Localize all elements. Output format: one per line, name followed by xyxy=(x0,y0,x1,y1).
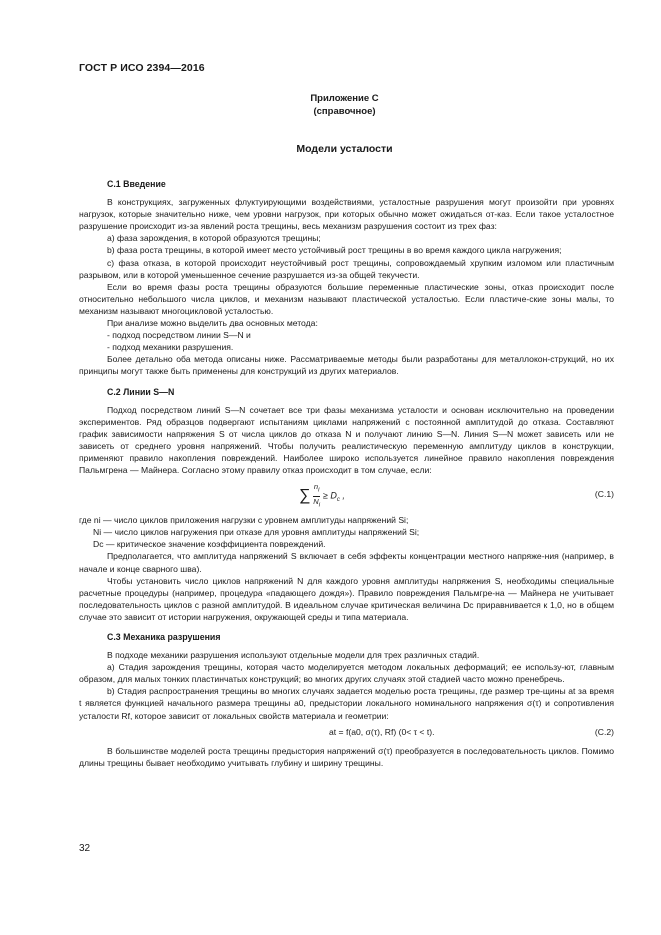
paragraph: В большинстве моделей роста трещины предыстория напряжений σ(τ) преобразуется в последовательность циклов. Помимо длины трещины бывает необходимо учитывать глубину и ширину трещины. xyxy=(79,745,614,768)
section-heading-c3: С.3 Механика разрушения xyxy=(107,632,221,642)
document-body xyxy=(79,178,614,769)
definition-item: Ni — число циклов нагружения при отказе для уровня амплитуды напряжений Si; xyxy=(93,527,420,538)
formula-expression: ∑ $\frac{n_i}{N_i}$ ≥ $D_c$ , xyxy=(299,482,345,509)
formula-c2 xyxy=(79,725,614,741)
paragraph: а) Стадия зарождения трещины, которая часто моделируется методом локальных деформаций; ее использу-ют, главным образом, для малых тонких пластинчатых конструкций; во многих других случаях этой стадией часто можно пренебречь. xyxy=(79,662,614,685)
formula-number: (С.1) xyxy=(594,489,614,500)
section-heading-c1: С.1 Введение xyxy=(107,179,166,189)
paragraph: Если во время фазы роста трещины образуются большие переменные пластические зоны, отказ происходит после относительно небольшого числа циклов, и механизм называют пластической усталостью. Если пластиче-ские зоны малы, то механизм называют многоцикловой усталостью. xyxy=(79,281,614,316)
list-item: - подход механики разрушения. xyxy=(107,342,234,353)
paragraph: Более детально оба метода описаны ниже. Рассматриваемые методы были разработаны для металлокон-струкций, но их принципы могут также быть применены для конструкций из других материалов. xyxy=(79,354,614,377)
paragraph: Предполагается, что амплитуда напряжений S включает в себя эффекты концентрации местного напряже-ния (например, в начале и конце сварного шва). xyxy=(79,551,614,574)
formula-c1 xyxy=(79,480,614,510)
list-item: с) фаза отказа, в которой происходит неустойчивый рост трещины, сопровождаемый хрупким изломом или пластичным разрывом, или в которой уменьшенное сечение разрушается из-за общей текучести. xyxy=(79,257,614,280)
paragraph: В конструкциях, загруженных флуктуирующими воздействиями, усталостные разрушения могут произойти при уровнях нагрузок, которые значительно ниже, чем уровни нагрузок, при которых обычно может ожидаться от-каз. Если такое усталостное разрушение происходит из-за явлений роста трещины, весь механизм разрушения состоит из трех фаз: xyxy=(79,197,614,232)
formula-number: (С.2) xyxy=(594,726,614,737)
paragraph: Чтобы установить число циклов напряжений N для каждого уровня амплитуды напряжения S, необходимы специальные расчетные процедуры (например, процедура «падающего дождя»). Правило повреждения Пальмгре-на — Майнера не учитывает последовательность циклов с разной амплитудой. В идеальном случае критическая величина Dc приравнивается к 1,0, но в общем случае это зависит от истории нагружения, окружающей среды и типа материала. xyxy=(79,575,614,622)
definition-item: где ni — число циклов приложения нагрузки с уровнем амплитуды напряжений Si; xyxy=(79,515,409,526)
list-item: - подход посредством линии S—N и xyxy=(107,330,251,341)
appendix-subtitle: (справочное) xyxy=(313,106,376,117)
page-number: 32 xyxy=(79,843,91,854)
list-item: b) фаза роста трещины, в которой имеет место устойчивый рост трещины в во время каждого цикла нагружения; xyxy=(107,245,562,256)
section-heading-c2: С.2 Линии S—N xyxy=(107,386,175,397)
paragraph: Подход посредством линий S—N сочетает все три фазы механизма усталости и основан исключительно на проведении экспериментов. Ряд образцов подвергают испытаниям циклами напряжений с постоянной амплитудой до отказа. Составляют график зависимости напряжения S от числа циклов до отказа N и получают линию S—N. Линия S—N может зависеть или не зависеть от среднего уровня напряжений. Чтобы получить реалистическую переменную амплитуду циклов в конструкции, применяют правило накопления повреждений. Наиболее широко используется линейное правило накопления повреждения Пальмгрена — Майнера. Согласно этому правилу отказ происходит в том случае, если: xyxy=(79,404,614,476)
paragraph: b) Стадия распространения трещины во многих случаях задается моделью роста трещины, где размер тре-щины at за время t является функцией начального размера трещины a0, предыстории локального номинального напряжения σ(τ) и сопротивления усталости Rf, которое зависит от локальных свойств материала и геометрии: xyxy=(79,686,614,721)
appendix-heading: Модели усталости xyxy=(296,143,393,155)
list-item: а) фаза зарождения, в которой образуются трещины; xyxy=(107,233,321,244)
paragraph: В подходе механики разрушения используют отдельные модели для трех различных стадий. xyxy=(107,650,480,661)
document-header: ГОСТ Р ИСО 2394—2016 xyxy=(79,62,205,74)
paragraph: При анализе можно выделить два основных метода: xyxy=(107,318,318,329)
appendix-title: Приложение С xyxy=(310,93,379,104)
formula-expression: at = f(a0, σ(τ), Rf) (0< τ < t). xyxy=(329,726,435,737)
definition-item: Dc — критическое значение коэффициента повреждений. xyxy=(93,539,326,550)
